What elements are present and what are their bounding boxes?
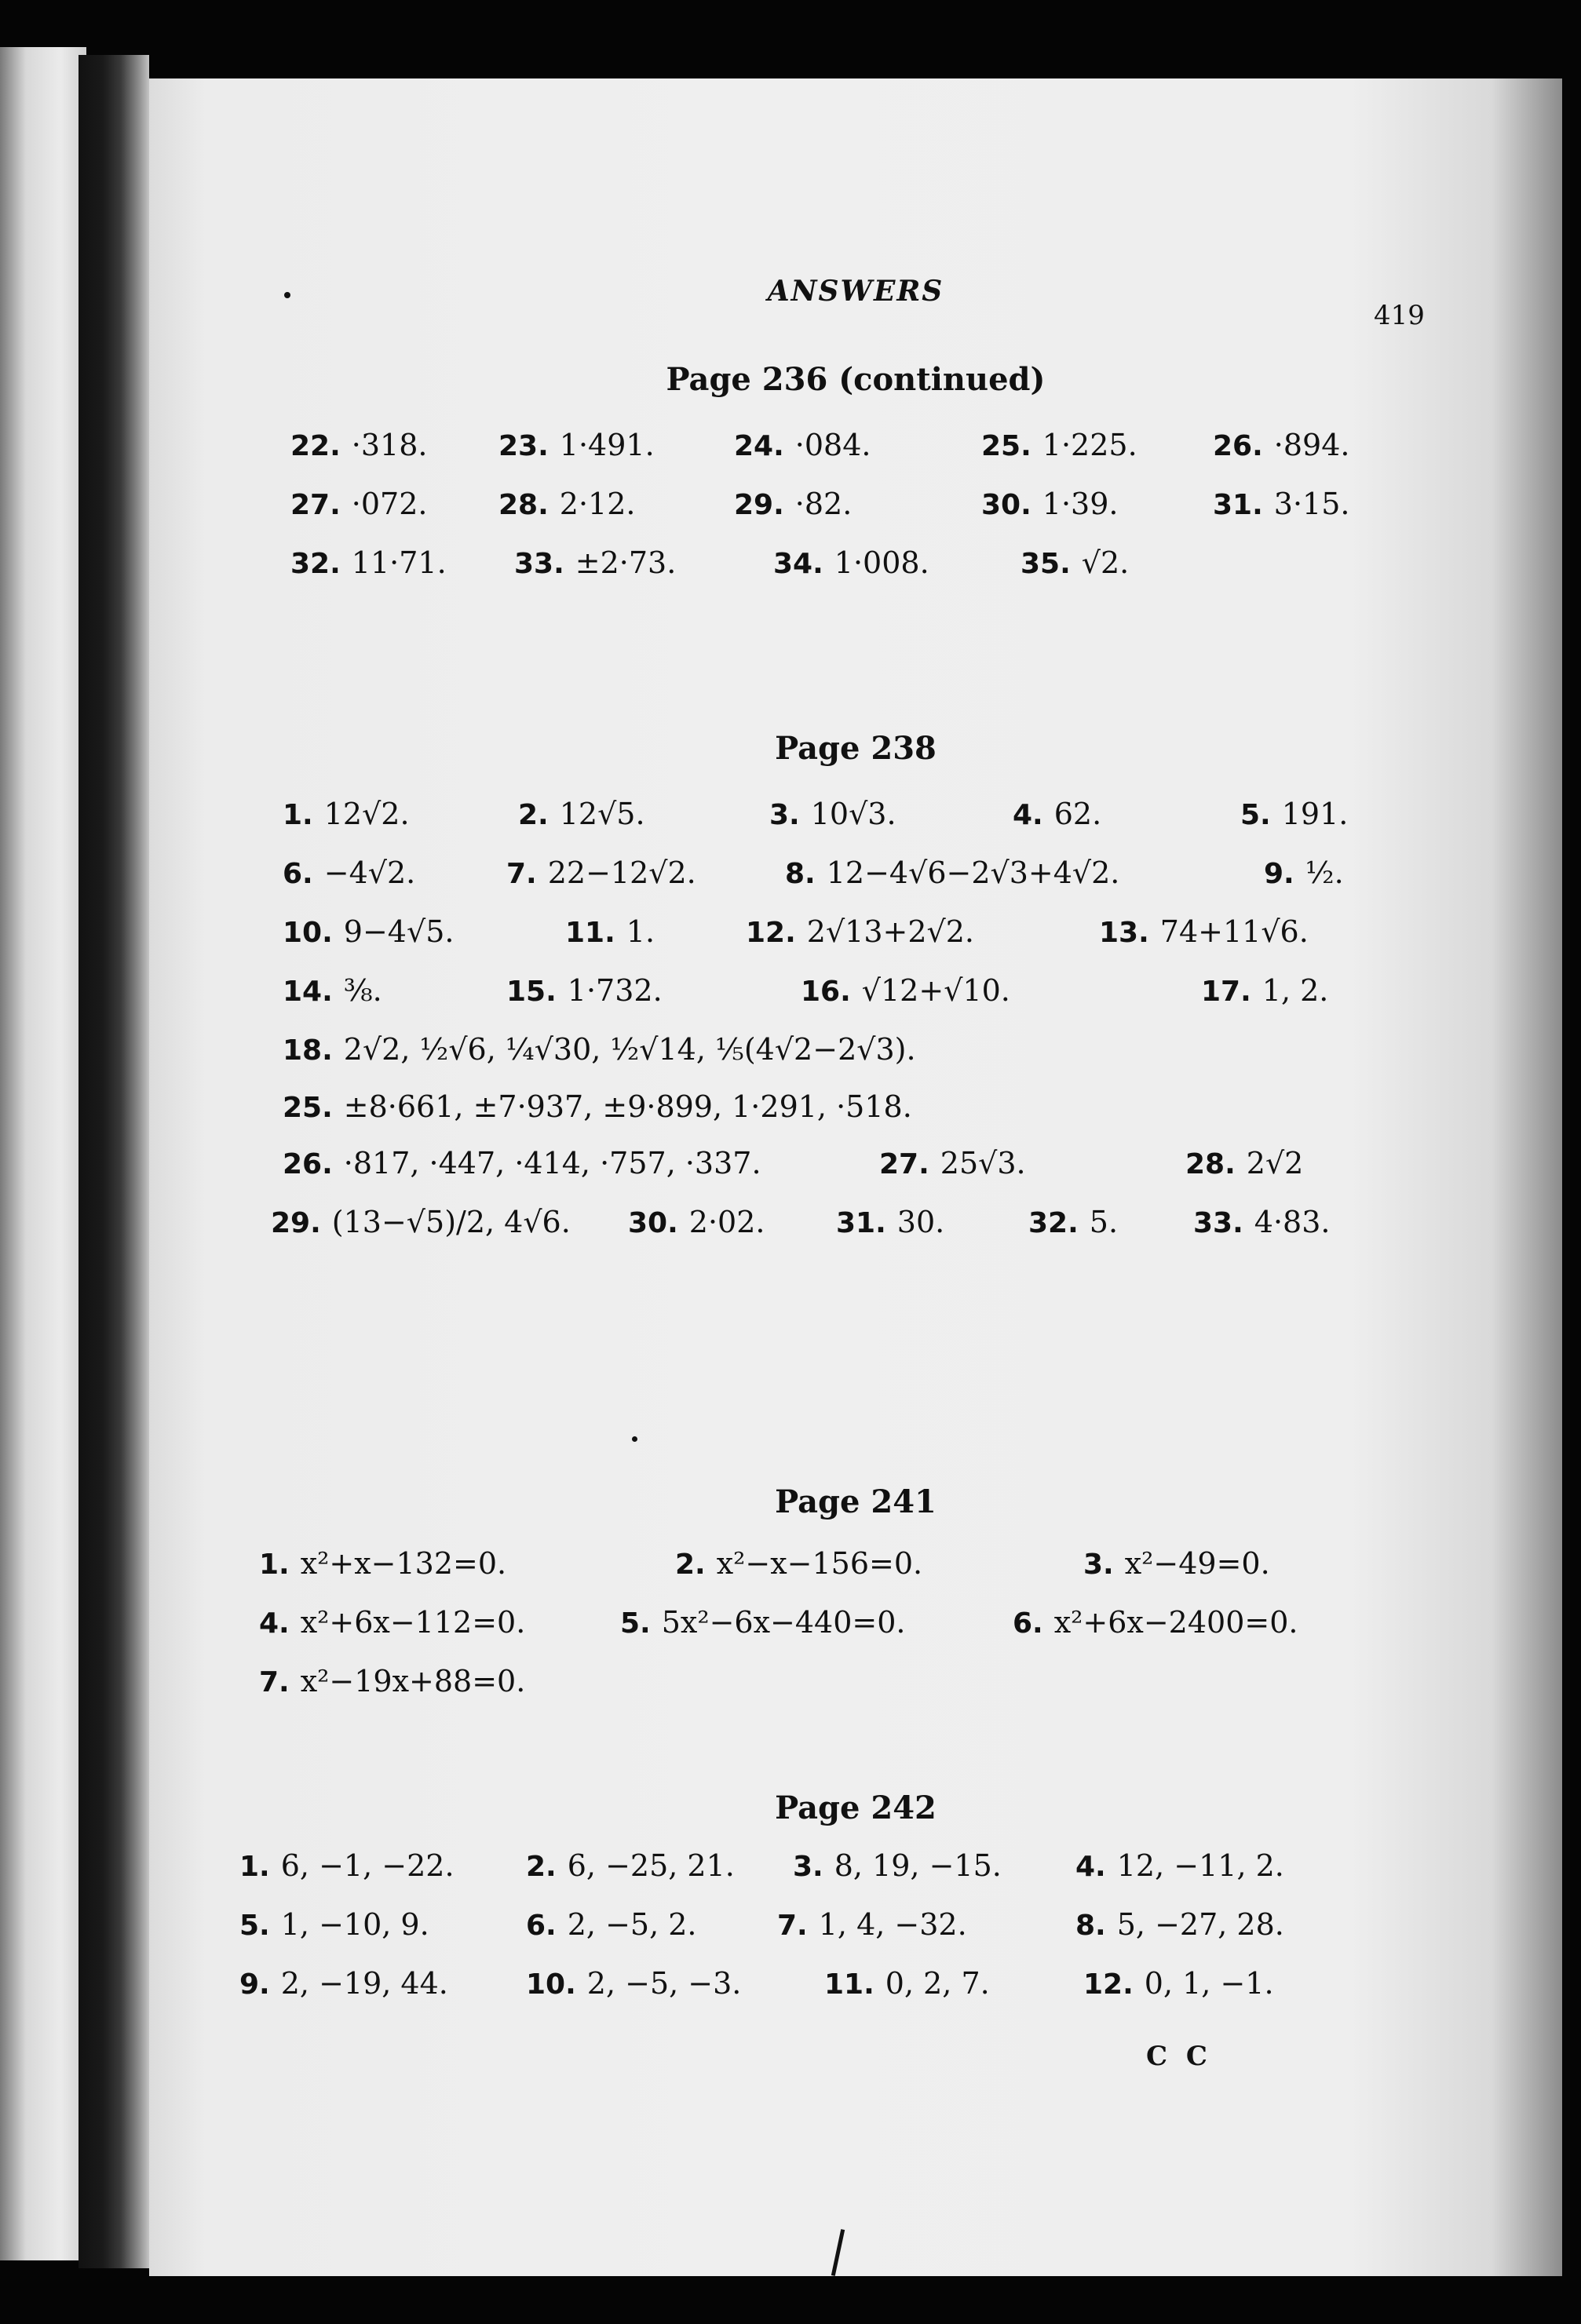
answer-number: 32. xyxy=(1028,1207,1079,1239)
answer-number: 4. xyxy=(1013,799,1043,831)
answer-item xyxy=(785,856,1119,890)
answer-number: 25. xyxy=(981,430,1031,462)
section-title: Page 236 (continued) xyxy=(666,361,1046,398)
answer-value: 5, −27, 28. xyxy=(1116,1907,1284,1942)
answer-number: 12. xyxy=(1083,1968,1134,2001)
answer-item xyxy=(1013,797,1101,831)
answer-row xyxy=(149,797,1562,844)
answer-value: 6, −25, 21. xyxy=(567,1848,735,1883)
answer-value: 9−4√5. xyxy=(343,914,455,949)
answer-value: 2, −5, −3. xyxy=(586,1966,742,2001)
answer-number: 7. xyxy=(259,1666,290,1698)
answer-item xyxy=(734,428,871,462)
answer-item xyxy=(1075,1848,1284,1883)
answer-item xyxy=(824,1966,990,2001)
answer-number: 31. xyxy=(1213,489,1263,521)
answer-item xyxy=(514,545,676,580)
answer-value: 1, −10, 9. xyxy=(280,1907,429,1942)
answer-item xyxy=(283,914,454,949)
answer-item xyxy=(879,1146,1026,1180)
answer-row xyxy=(149,856,1562,903)
answer-number: 4. xyxy=(1075,1851,1106,1883)
answer-item xyxy=(283,1089,912,1124)
answer-value: 25√3. xyxy=(940,1146,1026,1180)
answer-number: 6. xyxy=(526,1910,557,1942)
answer-item xyxy=(290,545,447,580)
answer-item xyxy=(628,1205,765,1239)
running-head: ANSWERS xyxy=(767,275,944,308)
answer-number: 28. xyxy=(498,489,549,521)
answer-value: ·318. xyxy=(351,428,428,462)
answer-row xyxy=(149,1546,1562,1593)
answer-number: 1. xyxy=(259,1549,290,1581)
answer-value: 12√2. xyxy=(323,797,410,831)
answer-item xyxy=(259,1605,525,1640)
answer-item xyxy=(1240,797,1348,831)
answer-value: x²−49=0. xyxy=(1124,1546,1270,1581)
answer-item xyxy=(259,1664,525,1698)
answer-number: 6. xyxy=(283,858,313,890)
answer-number: 31. xyxy=(836,1207,886,1239)
facing-page-edge xyxy=(0,47,86,2260)
answer-value: 12−4√6−2√3+4√2. xyxy=(826,856,1120,890)
answer-item xyxy=(981,487,1118,521)
answer-row xyxy=(149,1605,1562,1652)
answer-value: 1·225. xyxy=(1042,428,1137,462)
answer-item xyxy=(1264,856,1344,890)
answer-value: ·084. xyxy=(794,428,871,462)
answer-item xyxy=(769,797,896,831)
ink-mark xyxy=(831,2229,845,2276)
answer-number: 28. xyxy=(1185,1148,1236,1180)
answer-number: 29. xyxy=(271,1207,321,1239)
answer-value: ·817, ·447, ·414, ·757, ·337. xyxy=(343,1146,761,1180)
answer-item xyxy=(259,1546,506,1581)
answer-item xyxy=(1185,1146,1303,1180)
answer-value: 5x²−6x−440=0. xyxy=(661,1605,906,1640)
answer-row xyxy=(149,487,1562,534)
answer-value: 0, 2, 7. xyxy=(885,1966,990,2001)
answer-value: √2. xyxy=(1081,545,1130,580)
answer-number: 29. xyxy=(734,489,784,521)
answer-value: 8, 19, −15. xyxy=(834,1848,1002,1883)
answer-row xyxy=(149,1848,1562,1895)
answer-item xyxy=(1021,545,1129,580)
section-title: Page 242 xyxy=(775,1790,937,1826)
ink-dot xyxy=(632,1436,637,1442)
answer-number: 2. xyxy=(526,1851,557,1883)
answer-number: 8. xyxy=(785,858,816,890)
answer-number: 11. xyxy=(824,1968,874,2001)
answer-value: 62. xyxy=(1053,797,1102,831)
answer-number: 14. xyxy=(283,976,333,1008)
answer-value: 30. xyxy=(896,1205,945,1239)
answer-number: 1. xyxy=(283,799,313,831)
answer-number: 1. xyxy=(239,1851,270,1883)
answer-value: 12√5. xyxy=(559,797,645,831)
answer-value: 12, −11, 2. xyxy=(1116,1848,1284,1883)
answer-number: 3. xyxy=(793,1851,823,1883)
answer-item xyxy=(271,1205,571,1239)
answer-number: 2. xyxy=(518,799,549,831)
section-title: Page 238 xyxy=(775,730,937,767)
answer-value: 2·02. xyxy=(688,1205,765,1239)
answer-number: 10. xyxy=(526,1968,576,2001)
answer-item xyxy=(777,1907,967,1942)
answer-value: 2√13+2√2. xyxy=(806,914,975,949)
answer-value: 11·71. xyxy=(351,545,447,580)
answer-value: 1·008. xyxy=(834,545,929,580)
answer-value: 1. xyxy=(626,914,655,949)
answer-value: ·82. xyxy=(794,487,853,521)
answer-value: x²−x−156=0. xyxy=(716,1546,923,1581)
answer-value: 1, 2. xyxy=(1262,973,1329,1008)
answer-value: ½. xyxy=(1305,856,1344,890)
answer-number: 11. xyxy=(565,917,615,949)
answer-item xyxy=(283,1032,916,1067)
answer-item xyxy=(290,428,427,462)
answer-number: 5. xyxy=(620,1607,651,1640)
answer-item xyxy=(1028,1205,1118,1239)
answer-number: 5. xyxy=(239,1910,270,1942)
answer-number: 8. xyxy=(1075,1910,1106,1942)
answer-number: 9. xyxy=(239,1968,270,2001)
answer-item xyxy=(283,856,415,890)
answer-item xyxy=(793,1848,1002,1883)
answer-item xyxy=(506,856,696,890)
answer-item xyxy=(283,1146,761,1180)
answer-item xyxy=(498,487,635,521)
answer-item xyxy=(675,1546,922,1581)
answer-number: 33. xyxy=(1193,1207,1243,1239)
answer-number: 27. xyxy=(290,489,341,521)
answer-number: 6. xyxy=(1013,1607,1043,1640)
answer-value: √12+√10. xyxy=(861,973,1010,1008)
answer-number: 7. xyxy=(506,858,537,890)
answer-number: 3. xyxy=(1083,1549,1114,1581)
answer-value: 191. xyxy=(1281,797,1349,831)
answer-row xyxy=(149,1966,1562,2013)
answer-value: x²−19x+88=0. xyxy=(300,1664,526,1698)
answer-number: 16. xyxy=(801,976,851,1008)
answer-item xyxy=(801,973,1010,1008)
section-title: Page 241 xyxy=(775,1483,937,1520)
answer-number: 4. xyxy=(259,1607,290,1640)
answer-item xyxy=(283,973,382,1008)
answer-item xyxy=(526,1907,697,1942)
answer-item xyxy=(1213,487,1349,521)
answer-number: 2. xyxy=(675,1549,706,1581)
answer-number: 30. xyxy=(628,1207,678,1239)
answer-value: x²+x−132=0. xyxy=(300,1546,507,1581)
answer-number: 35. xyxy=(1021,548,1071,580)
answer-row xyxy=(149,973,1562,1020)
answer-value: −4√2. xyxy=(323,856,416,890)
answer-value: 2√2, ½√6, ¼√30, ½√14, ⅕(4√2−2√3). xyxy=(343,1032,916,1067)
answer-item xyxy=(518,797,645,831)
answer-item xyxy=(1013,1605,1298,1640)
answer-value: ⅜. xyxy=(343,973,382,1008)
answer-number: 24. xyxy=(734,430,784,462)
answer-row xyxy=(149,1907,1562,1954)
answer-number: 32. xyxy=(290,548,341,580)
answer-item xyxy=(1201,973,1328,1008)
answer-value: 2·12. xyxy=(559,487,636,521)
answer-item xyxy=(283,797,410,831)
answer-number: 10. xyxy=(283,917,333,949)
answer-number: 7. xyxy=(777,1910,808,1942)
page-content xyxy=(149,78,1562,2276)
answer-item xyxy=(1213,428,1349,462)
answer-item xyxy=(290,487,427,521)
answer-value: 22−12√2. xyxy=(547,856,696,890)
answer-row xyxy=(149,1032,1562,1079)
answers-page xyxy=(149,78,1562,2276)
answer-number: 5. xyxy=(1240,799,1271,831)
answer-row xyxy=(149,914,1562,961)
answer-number: 26. xyxy=(1213,430,1263,462)
answer-value: 5. xyxy=(1089,1205,1119,1239)
answer-number: 30. xyxy=(981,489,1031,521)
answer-number: 3. xyxy=(769,799,800,831)
answer-item xyxy=(746,914,974,949)
answer-number: 26. xyxy=(283,1148,333,1180)
answer-item xyxy=(526,1848,735,1883)
answer-value: 2, −19, 44. xyxy=(280,1966,448,2001)
answer-number: 17. xyxy=(1201,976,1251,1008)
answer-value: ·894. xyxy=(1273,428,1350,462)
answer-item xyxy=(836,1205,944,1239)
answer-row xyxy=(149,1146,1562,1193)
answer-row xyxy=(149,428,1562,475)
answer-item xyxy=(1193,1205,1330,1239)
answer-value: 3·15. xyxy=(1273,487,1350,521)
answer-value: (13−√5)/2, 4√6. xyxy=(331,1205,571,1239)
answer-item xyxy=(526,1966,741,2001)
answer-item xyxy=(734,487,852,521)
answer-value: 0, 1, −1. xyxy=(1144,1966,1274,2001)
answer-number: 23. xyxy=(498,430,549,462)
answer-value: x²+6x−2400=0. xyxy=(1053,1605,1298,1640)
answer-item xyxy=(239,1966,448,2001)
answer-item xyxy=(506,973,663,1008)
answer-number: 13. xyxy=(1099,917,1149,949)
answer-value: 6, −1, −22. xyxy=(280,1848,455,1883)
answer-value: 1·491. xyxy=(559,428,655,462)
answer-value: ±8·661, ±7·937, ±9·899, 1·291, ·518. xyxy=(343,1089,912,1124)
answer-number: 34. xyxy=(773,548,823,580)
answer-value: 1, 4, −32. xyxy=(818,1907,967,1942)
signature-mark: C C xyxy=(1146,2041,1212,2072)
answer-value: 1·732. xyxy=(567,973,663,1008)
answer-row xyxy=(149,545,1562,593)
answer-value: x²+6x−112=0. xyxy=(300,1605,526,1640)
answer-value: 4·83. xyxy=(1254,1205,1331,1239)
answer-value: 74+11√6. xyxy=(1159,914,1309,949)
answer-item xyxy=(773,545,929,580)
answer-number: 9. xyxy=(1264,858,1294,890)
answer-row xyxy=(149,1205,1562,1252)
book-gutter xyxy=(79,55,149,2268)
answer-item xyxy=(1075,1907,1284,1942)
answer-item xyxy=(1083,1966,1274,2001)
answer-item xyxy=(1099,914,1309,949)
answer-number: 33. xyxy=(514,548,564,580)
answer-value: 2√2 xyxy=(1246,1146,1304,1180)
answer-number: 27. xyxy=(879,1148,929,1180)
answer-number: 25. xyxy=(283,1092,333,1124)
answer-row xyxy=(149,1664,1562,1711)
answer-number: 12. xyxy=(746,917,796,949)
answer-item xyxy=(239,1907,429,1942)
answer-number: 18. xyxy=(283,1034,333,1067)
answer-item xyxy=(565,914,655,949)
answer-item xyxy=(1083,1546,1270,1581)
answer-row xyxy=(149,1089,1562,1136)
answer-value: ·072. xyxy=(351,487,428,521)
answer-item xyxy=(981,428,1137,462)
answer-number: 15. xyxy=(506,976,557,1008)
answer-item xyxy=(239,1848,455,1883)
answer-item xyxy=(498,428,655,462)
answer-value: 2, −5, 2. xyxy=(567,1907,697,1942)
answer-item xyxy=(620,1605,906,1640)
answer-value: ±2·73. xyxy=(575,545,677,580)
page-number: 419 xyxy=(1374,300,1425,331)
answer-value: 1·39. xyxy=(1042,487,1119,521)
answer-value: 10√3. xyxy=(810,797,896,831)
answer-number: 22. xyxy=(290,430,341,462)
